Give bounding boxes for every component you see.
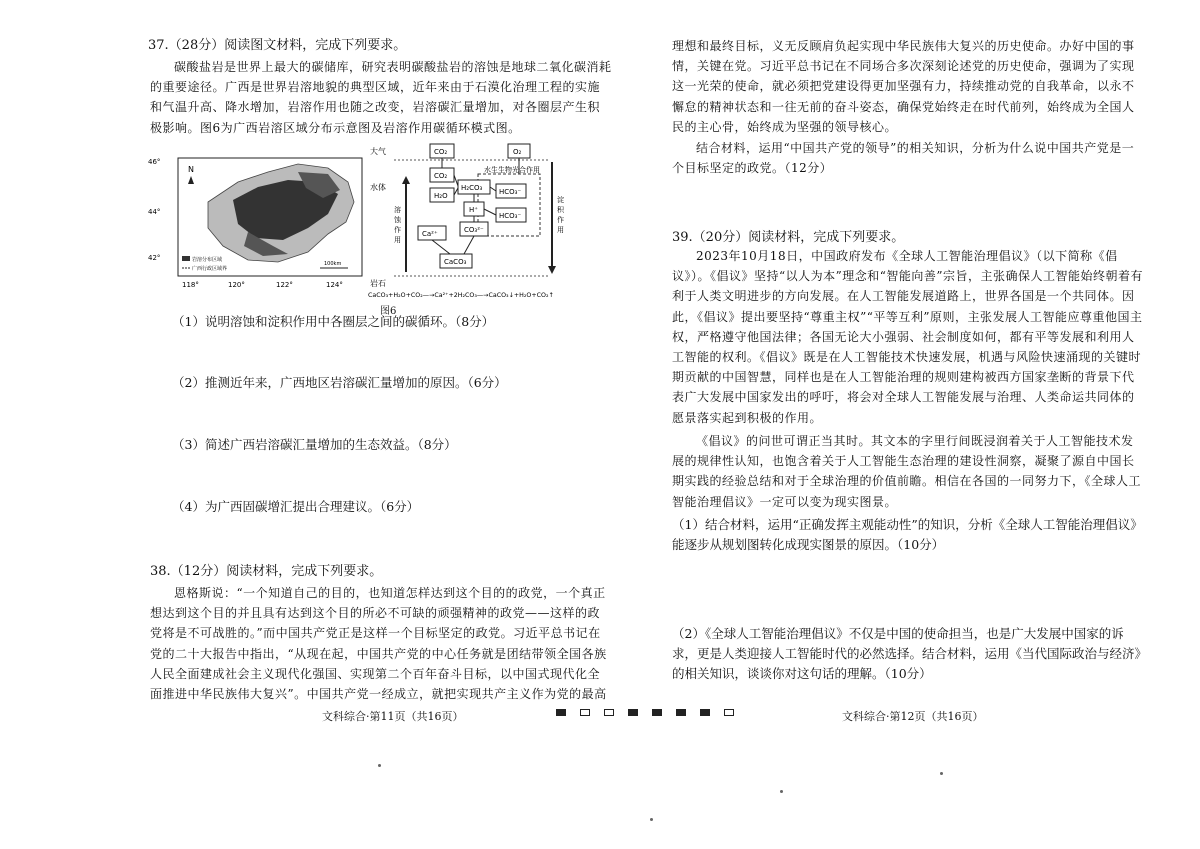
legend-border: 广西行政区域界 bbox=[192, 266, 228, 272]
layer-water: 水体 bbox=[370, 183, 386, 192]
figure-6-svg bbox=[148, 142, 598, 302]
q37-sub1: （1）说明溶蚀和淀积作用中各圈层之间的碳循环。（8分） bbox=[172, 314, 495, 329]
scan-speck bbox=[650, 818, 653, 821]
box-co3: CO₃²⁻ bbox=[464, 226, 484, 234]
page-marker-blocks bbox=[556, 709, 734, 716]
scale-label: 100km bbox=[324, 261, 342, 267]
lat-bottom: 42° bbox=[148, 254, 161, 262]
lon-2: 120° bbox=[228, 281, 245, 289]
scan-speck bbox=[780, 790, 783, 793]
q39-sub2: （2）《全球人工智能治理倡议》不仅是中国的使命担当，也是广大发展中国家的诉求，更是人类迎接人工智能时代的必然选择。结合材料，运用《当代国际政治与经济》的相关知识，谈谈你对这句话的理解。（10分） bbox=[672, 626, 1141, 681]
box-hco3-1: HCO₃⁻ bbox=[499, 188, 522, 196]
karst-map bbox=[148, 158, 362, 289]
svg-text:蚀: 蚀 bbox=[394, 216, 401, 224]
q39-material-2: 《倡议》的问世可谓正当其时。其文本的字里行间既浸润着关于人工智能技术发展的规律性认知，也饱含着关于人工智能生态治理的建设性洞察，凝聚了源自中国长期实践的经验总结和对于全球治理的价值前瞻。相信在各国的一同努力下，《全球人工智能治理倡议》一定可以变为现实图景。 bbox=[672, 434, 1142, 509]
q39-material-1: 2023年10月18日，中国政府发布《全球人工智能治理倡议》（以下简称《倡议》）。《倡议》坚持“以人为本”理念和“智能向善”宗旨，主张确保人工智能始终朝着有利于人类文明进步的方向发展。在人工智能发展道路上，世界各国是一个共同体。因此，《倡议》提出要坚持“尊重主权”“平等互利”原则，主张发展人工智能应尊重他国主权，严格遵守他国法律；各国无论大小强弱、社会制度如何，都有平等发展和利用人工智能的权利。《倡议》既是在人工智能技术快速发展，机遇与风险快速涌现的关键时期贡献的中国智慧，同样也是在人工智能治理的规则建构被西方国家垄断的背景下代表广大发展中国家发出的呼吁，将会对全球人工智能发展与治理、人类命运共同体的愿景落实起到积极的作用。 bbox=[672, 249, 1144, 425]
box-caco3: CaCO₃ bbox=[444, 258, 467, 266]
layer-atmosphere: 大气 bbox=[370, 147, 386, 156]
legend-karst-swatch bbox=[182, 256, 190, 261]
lat-mid: 44° bbox=[148, 208, 161, 216]
legend-karst: 岩溶分布区域 bbox=[192, 257, 223, 263]
scan-speck bbox=[940, 772, 943, 775]
box-ca: Ca²⁺ bbox=[422, 230, 438, 238]
figure-6 bbox=[148, 142, 598, 302]
svg-text:用: 用 bbox=[394, 236, 401, 244]
lon-1: 118° bbox=[182, 281, 199, 289]
aquatic-photosynthesis: 水生生物光合作用 bbox=[484, 166, 540, 174]
q38-task: 结合材料，运用“中国共产党的领导”的相关知识，分析为什么说中国共产党是一个目标坚定的政党。（12分） bbox=[672, 141, 1135, 176]
dissolution-equation: CaCO₃+H₂O+CO₂—→Ca²⁺+2H₂CO₃—→CaCO₃↓+H₂O+CO₂↑ bbox=[368, 292, 554, 299]
box-h2co3: H₂CO₃ bbox=[461, 184, 483, 192]
q37-sub2: （2）推测近年来，广西地区岩溶碳汇量增加的原因。（6分） bbox=[172, 375, 507, 390]
svg-text:作: 作 bbox=[394, 226, 401, 234]
dissolve-label-1: 溶 bbox=[394, 206, 401, 214]
lat-top: 46° bbox=[148, 158, 161, 166]
q38-material: 恩格斯说：“一个知道自己的目的，也知道怎样达到这个目的的政党，一个真正想达到这个目的并且具有达到这个目的所必不可缺的顽强精神的政党——这样的政党将是不可战胜的。”而中国共产党正是这样一个目标坚定的政党。习近平总书记在党的二十大报告中指出，“从现在起，中国共产党的中心任务就是团结带领全国各族人民全面建成社会主义现代化强国、实现第二个百年奋斗目标，以中国式现代化全面推进中华民族伟大复兴”。中国共产党一经成立，就把实现共产主义作为党的最高 bbox=[150, 586, 607, 702]
q37-material: 碳酸盐岩是世界上最大的碳储库，研究表明碳酸盐岩的溶蚀是地球二氧化碳消耗的重要途径。广西是世界岩溶地貌的典型区域，近年来由于石漠化治理工程的实施和气温升高、降水增加，岩溶作用也随之改变，岩溶碳汇量增加，对各圈层产生积极影响。图6为广西岩溶区域分布示意图及岩溶作用碳循环模式图。 bbox=[150, 60, 612, 135]
footer-page-11: 文科综合·第11页（共16页） bbox=[322, 710, 464, 723]
q37-sub3: （3）简述广西岩溶碳汇量增加的生态效益。（8分） bbox=[172, 437, 457, 452]
box-hco3-2: HCO₃⁻ bbox=[499, 212, 522, 220]
carbon-cycle-diagram bbox=[368, 144, 565, 299]
box-hplus: H⁺ bbox=[469, 206, 478, 214]
q38-heading: 38.（12分）阅读材料，完成下列要求。 bbox=[150, 564, 383, 579]
box-co2-water: CO₂ bbox=[434, 172, 448, 180]
figure-caption: 图6 bbox=[380, 306, 397, 317]
svg-text:积: 积 bbox=[557, 206, 564, 214]
lon-3: 122° bbox=[276, 281, 293, 289]
q38-material-cont: 理想和最终目标，义无反顾肩负起实现中华民族伟大复兴的历史使命。办好中国的事情，关键在党。习近平总书记在不同场合多次深刻论述党的历史使命，强调为了实现这一光荣的使命，就必须把党建设得更加坚强有力，持续推动党的自我革命，以永不懈怠的精神状态和一往无前的奋斗姿态，确保党始终走在时代前列，始终成为全国人民的主心骨，始终成为坚强的领导核心。 bbox=[672, 39, 1135, 134]
q37-sub4: （4）为广西固碳增汇提出合理建议。（6分） bbox=[172, 499, 420, 514]
svg-text:用: 用 bbox=[557, 226, 564, 234]
box-o2-air: O₂ bbox=[513, 148, 522, 156]
layer-rock: 岩石 bbox=[370, 279, 386, 288]
box-co2-air: CO₂ bbox=[434, 148, 448, 156]
deposit-label-1: 淀 bbox=[557, 196, 564, 204]
q39-sub1: （1）结合材料，运用“正确发挥主观能动性”的知识，分析《全球人工智能治理倡议》能逐步从规划图转化成现实图景的原因。（10分） bbox=[672, 517, 1143, 552]
footer-page-12: 文科综合·第12页（共16页） bbox=[842, 710, 984, 723]
q39-heading: 39.（20分）阅读材料，完成下列要求。 bbox=[672, 230, 905, 245]
scan-speck bbox=[378, 764, 381, 767]
north-label: N bbox=[188, 165, 194, 174]
q37-heading: 37.（28分）阅读图文材料，完成下列要求。 bbox=[148, 38, 407, 53]
lon-4: 124° bbox=[326, 281, 343, 289]
box-h2o: H₂O bbox=[434, 192, 448, 200]
svg-text:作: 作 bbox=[557, 216, 564, 224]
